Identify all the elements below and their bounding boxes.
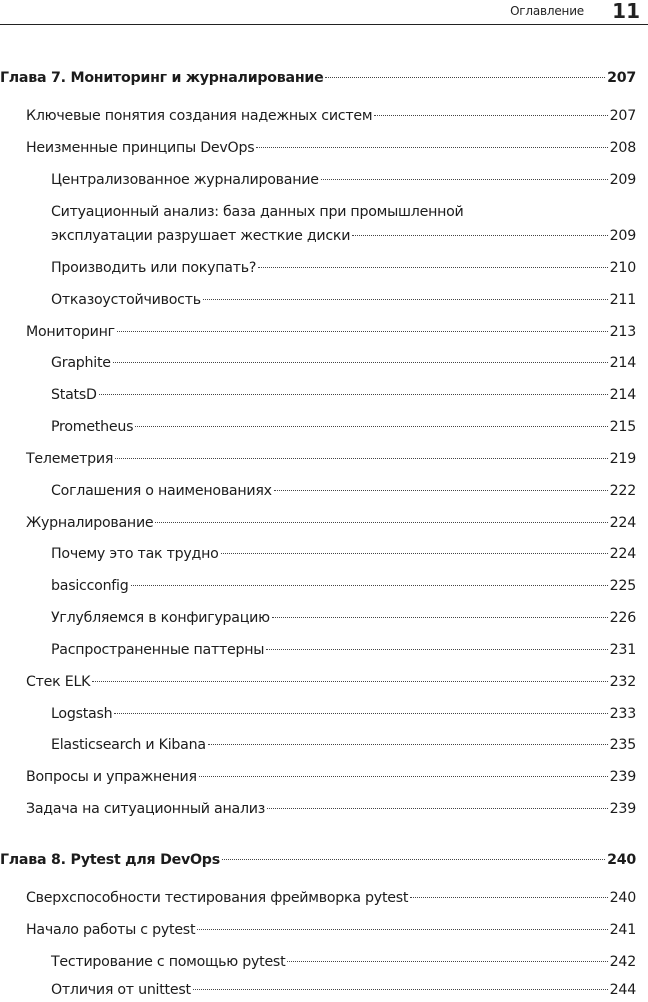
toc-entry-title: Глава 8. Pytest для DevOps xyxy=(0,852,220,868)
toc-entry-page: 226 xyxy=(609,610,636,626)
toc-entry-page: 209 xyxy=(609,228,636,244)
toc-entry-title: Elasticsearch и Kibana xyxy=(51,737,206,753)
toc-entry[interactable] xyxy=(26,136,636,160)
toc-entry-title: Задача на ситуационный анализ xyxy=(26,801,266,817)
leader-dots xyxy=(117,331,608,332)
toc-entry[interactable] xyxy=(51,168,636,192)
toc-chapter-7[interactable] xyxy=(0,66,636,90)
leader-dots xyxy=(222,859,605,860)
leader-dots xyxy=(113,362,608,363)
toc-entry-title: Вопросы и упражнения xyxy=(26,769,197,785)
leader-dots xyxy=(208,744,608,745)
toc-entry-page: 232 xyxy=(609,674,636,690)
leader-dots xyxy=(197,929,607,930)
running-header xyxy=(0,0,648,24)
leader-dots xyxy=(135,426,607,427)
toc-entry[interactable] xyxy=(51,638,636,662)
toc-entry[interactable] xyxy=(51,950,636,974)
toc-entry-title: Отличия от unittest xyxy=(51,982,191,998)
toc-entry-title: Ключевые понятия создания надежных систем xyxy=(26,108,373,124)
leader-dots xyxy=(374,115,607,116)
toc-entry-page: 239 xyxy=(609,769,636,785)
leader-dots xyxy=(114,713,607,714)
toc-entry-title-line1: Ситуационный анализ: база данных при промышленной xyxy=(51,204,464,220)
toc-entry-page: 235 xyxy=(609,737,636,753)
toc-entry[interactable] xyxy=(26,511,636,535)
toc-chapter-8[interactable] xyxy=(0,848,636,872)
leader-dots xyxy=(99,394,608,395)
toc-entry-page: 231 xyxy=(609,642,636,658)
toc-entry-title: StatsD xyxy=(51,387,97,403)
leader-dots xyxy=(199,776,608,777)
toc-entry-page: 233 xyxy=(609,706,636,722)
toc-entry-title: basicconfig xyxy=(51,578,129,594)
toc-entry-page: 224 xyxy=(609,515,636,531)
toc-entry-page: 214 xyxy=(609,355,636,371)
toc-entry-title: Почему это так трудно xyxy=(51,546,219,562)
toc-entry-page: 213 xyxy=(609,324,636,340)
toc-entry-title: Производить или покупать? xyxy=(51,260,257,276)
toc-entry[interactable] xyxy=(51,978,636,1002)
toc-entry-page: 242 xyxy=(609,954,636,970)
toc-entry-title: Журналирование xyxy=(26,515,154,531)
toc-entry-page: 241 xyxy=(609,922,636,938)
toc-entry-title: Мониторинг xyxy=(26,324,115,340)
toc-entry-title: Распространенные паттерны xyxy=(51,642,265,658)
toc-entry[interactable] xyxy=(26,797,636,821)
leader-dots xyxy=(258,267,608,268)
leader-dots xyxy=(274,490,608,491)
toc-entry-page: 244 xyxy=(609,982,636,998)
toc-entry[interactable] xyxy=(26,886,636,910)
leader-dots xyxy=(131,585,608,586)
toc-entry-title: Углубляемся в конфигурацию xyxy=(51,610,270,626)
leader-dots xyxy=(321,179,608,180)
toc-entry-page: 222 xyxy=(609,483,636,499)
toc-entry[interactable] xyxy=(51,542,636,566)
toc-entry-page: 239 xyxy=(609,801,636,817)
toc-entry[interactable] xyxy=(51,351,636,375)
toc-entry[interactable] xyxy=(26,918,636,942)
toc-entry[interactable] xyxy=(26,670,636,694)
leader-dots xyxy=(325,77,605,78)
toc-entry-title: Телеметрия xyxy=(26,451,114,467)
header-section-title: Оглавление xyxy=(510,4,584,18)
toc-entry-page: 224 xyxy=(609,546,636,562)
toc-entry-page: 207 xyxy=(607,70,636,86)
leader-dots xyxy=(155,522,607,523)
leader-dots xyxy=(193,989,608,990)
toc-entry-title: Неизменные принципы DevOps xyxy=(26,140,255,156)
header-page-number: 11 xyxy=(612,0,640,23)
toc-entry-page: 225 xyxy=(609,578,636,594)
toc-entry-title: Соглашения о наименованиях xyxy=(51,483,272,499)
header-rule xyxy=(0,24,648,25)
toc-entry-page: 215 xyxy=(609,419,636,435)
toc-entry[interactable] xyxy=(51,288,636,312)
leader-dots xyxy=(115,458,608,459)
toc-entry-title: Централизованное журналирование xyxy=(51,172,319,188)
toc-entry-title: Graphite xyxy=(51,355,111,371)
toc-entry[interactable] xyxy=(51,702,636,726)
toc-entry-page: 207 xyxy=(609,108,636,124)
leader-dots xyxy=(272,617,608,618)
toc-entry[interactable] xyxy=(51,733,636,757)
toc-entry-page: 240 xyxy=(609,890,636,906)
toc-entry[interactable] xyxy=(51,383,636,407)
leader-dots xyxy=(287,961,607,962)
toc-entry-title: Стек ELK xyxy=(26,674,91,690)
leader-dots xyxy=(267,808,608,809)
toc-entry[interactable] xyxy=(51,574,636,598)
leader-dots xyxy=(266,649,607,650)
toc-entry[interactable] xyxy=(26,765,636,789)
toc-entry-title: Глава 7. Мониторинг и журналирование xyxy=(0,70,324,86)
toc-entry-page: 208 xyxy=(609,140,636,156)
toc-entry-title: Logstash xyxy=(51,706,113,722)
toc-entry-page: 210 xyxy=(609,260,636,276)
toc-entry-page: 219 xyxy=(609,451,636,467)
leader-dots xyxy=(203,299,608,300)
toc-entry-title: Тестирование с помощью pytest xyxy=(51,954,286,970)
leader-dots xyxy=(352,235,607,236)
leader-dots xyxy=(92,681,608,682)
toc-entry[interactable] xyxy=(26,320,636,344)
toc-entry[interactable] xyxy=(51,606,636,630)
leader-dots xyxy=(256,147,607,148)
toc-entry-title: Сверхспособности тестирования фреймворка pytest xyxy=(26,890,409,906)
toc-entry-title: Prometheus xyxy=(51,419,134,435)
toc-entry[interactable] xyxy=(51,415,636,439)
toc-entry-page: 209 xyxy=(609,172,636,188)
leader-dots xyxy=(410,897,607,898)
toc-entry[interactable] xyxy=(51,256,636,280)
toc-entry-title: Начало работы с pytest xyxy=(26,922,196,938)
toc-entry[interactable] xyxy=(51,479,636,503)
toc-entry[interactable] xyxy=(26,447,636,471)
leader-dots xyxy=(221,553,608,554)
toc-entry-page: 211 xyxy=(609,292,636,308)
toc-entry-title-line2: эксплуатации разрушает жесткие диски xyxy=(51,228,351,244)
toc-entry-title: Отказоустойчивость xyxy=(51,292,201,308)
toc-entry-page: 214 xyxy=(609,387,636,403)
toc-entry-multiline[interactable] xyxy=(51,200,636,248)
toc-entry[interactable] xyxy=(26,104,636,128)
toc-entry-page: 240 xyxy=(607,852,636,868)
